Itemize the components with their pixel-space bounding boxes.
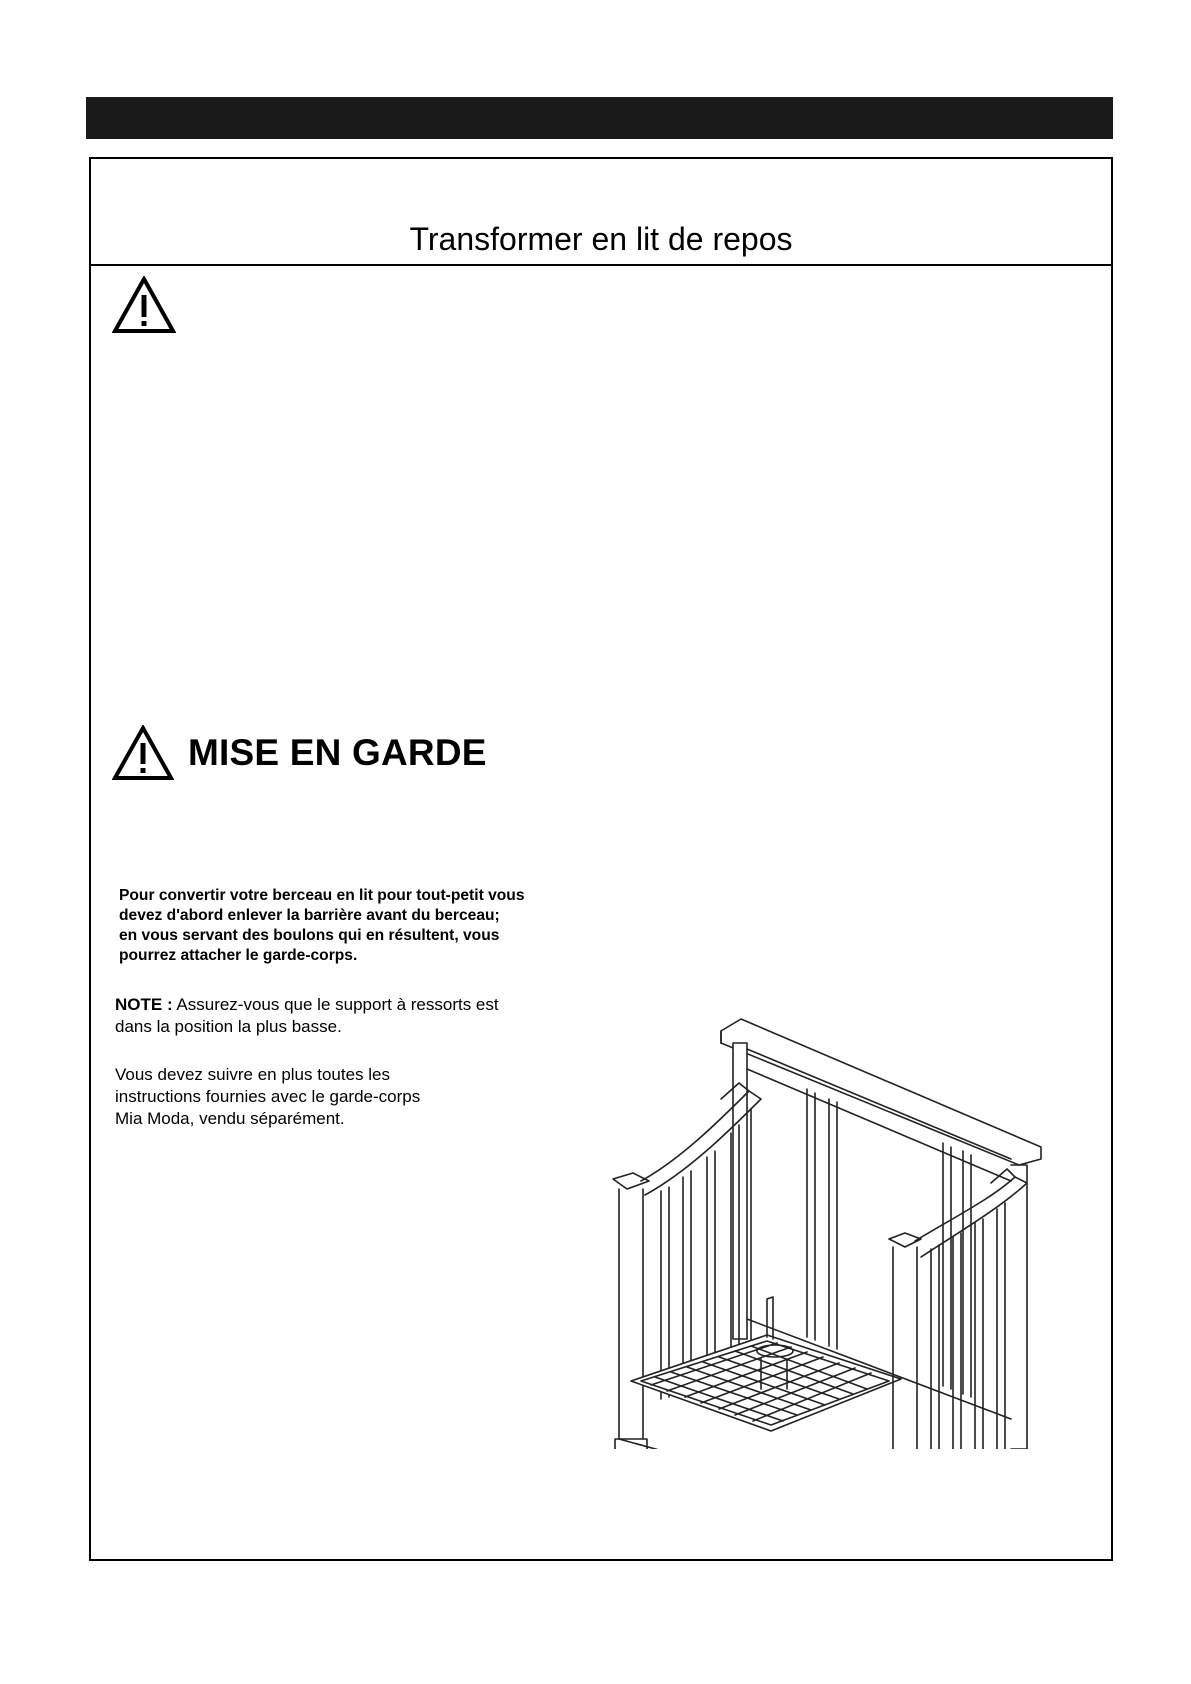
note-label: NOTE : bbox=[115, 995, 173, 1014]
warning-triangle-icon bbox=[112, 725, 174, 781]
instruction-line: en vous servant des boulons qui en résultent, vous bbox=[119, 927, 500, 944]
daybed-illustration bbox=[571, 919, 1071, 1449]
title-row bbox=[91, 159, 1111, 266]
extra-paragraph bbox=[115, 1064, 535, 1130]
warning-heading: MISE EN GARDE bbox=[188, 732, 487, 773]
instruction-line: Pour convertir votre berceau en lit pour tout-petit vous bbox=[119, 887, 525, 904]
warning-triangle-icon bbox=[112, 276, 176, 334]
extra-line: Mia Moda, vendu séparément. bbox=[115, 1109, 345, 1128]
extra-line: instructions fournies avec le garde-corps bbox=[115, 1087, 421, 1106]
note-line: dans la position la plus basse. bbox=[115, 1017, 342, 1036]
header-bar bbox=[86, 97, 1113, 139]
page-title: Transformer en lit de repos bbox=[409, 221, 793, 257]
instruction-line: pourrez attacher le garde-corps. bbox=[119, 947, 358, 964]
instruction-line: devez d'abord enlever la barrière avant du berceau; bbox=[119, 907, 500, 924]
extra-line: Vous devez suivre en plus toutes les bbox=[115, 1065, 390, 1084]
warning-heading-row bbox=[112, 722, 487, 784]
instructions-paragraph bbox=[119, 886, 589, 966]
content-frame bbox=[89, 157, 1113, 1561]
note-paragraph bbox=[115, 994, 585, 1038]
note-line: Assurez-vous que le support à ressorts est bbox=[172, 995, 499, 1014]
